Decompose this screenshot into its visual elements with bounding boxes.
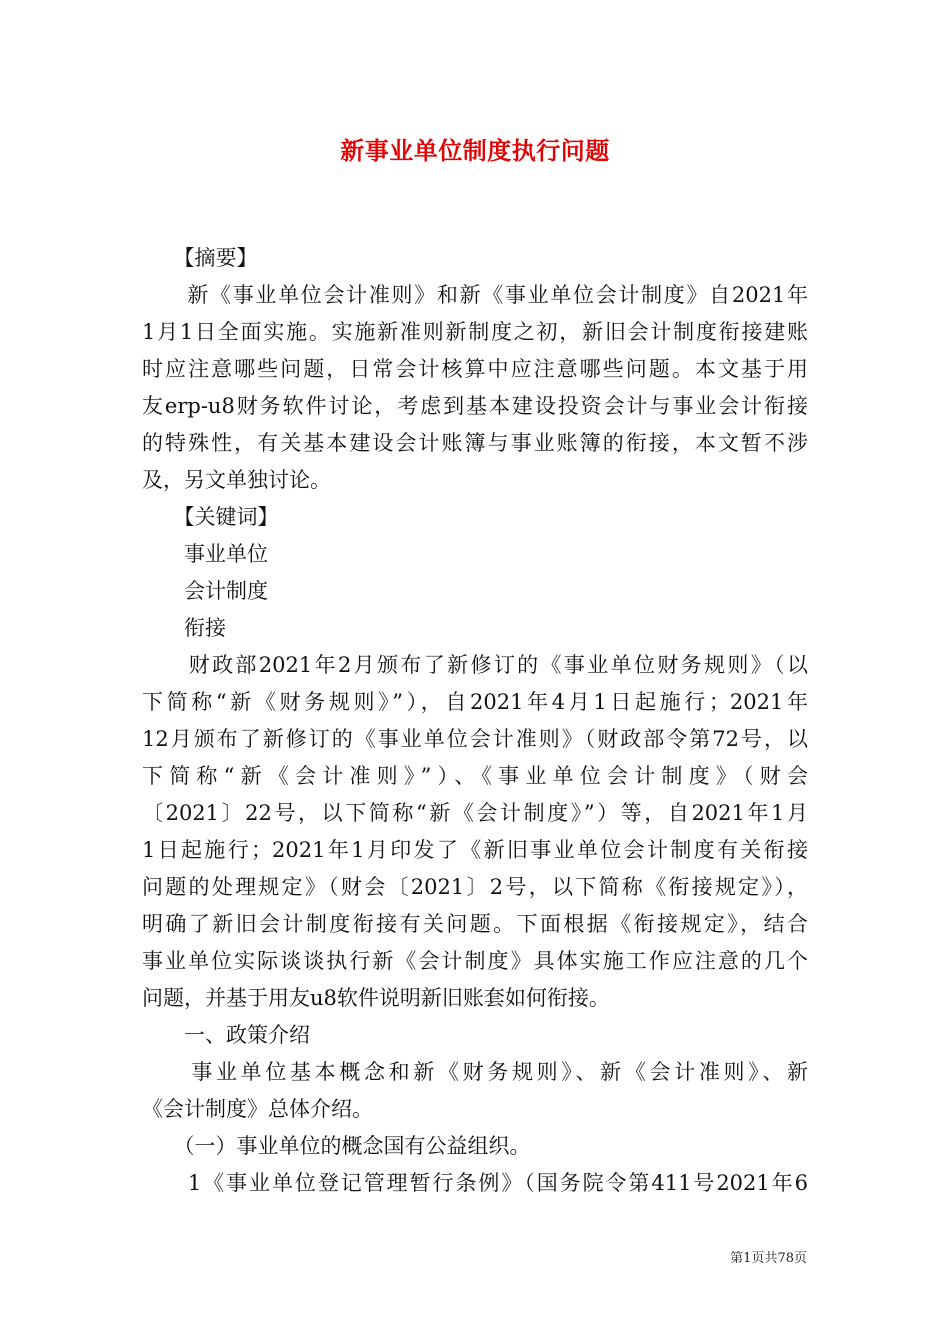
document-body (142, 240, 808, 1202)
body-line: 事业单位实际谈谈执行新《会计制度》具体实施工作应注意的几个 (142, 949, 808, 973)
keyword-item: 事业单位 (142, 542, 268, 566)
body-line: 下简称“新《财务规则》”），自2021年4月1日起施行；2021年 (142, 690, 808, 714)
subsection-heading: （一）事业单位的概念国有公益组织。 (142, 1134, 531, 1158)
body-line: 1《事业单位登记管理暂行条例》（国务院令第411号2021年6 (142, 1171, 808, 1195)
body-line: 新《事业单位会计准则》和新《事业单位会计制度》自2021年 (142, 283, 808, 307)
body-line: 问题，并基于用友u8软件说明新旧账套如何衔接。 (142, 986, 610, 1010)
keyword-item: 会计制度 (142, 579, 268, 603)
body-line: 及，另文单独讨论。 (142, 468, 331, 492)
body-line: 1日起施行；2021年1月印发了《新旧事业单位会计制度有关衔接 (142, 838, 808, 862)
body-line: 下简称“新《会计准则》”）、《事业单位会计制度》（财会 (142, 764, 808, 788)
heading-keywords: 【关键词】 (142, 505, 279, 529)
body-line: 问题的处理规定》（财会〔2021〕2号，以下简称《衔接规定》）， (142, 875, 808, 899)
body-line: 《会计制度》总体介绍。 (142, 1097, 373, 1121)
body-line: 友erp-u8财务软件讨论，考虑到基本建设投资会计与事业会计衔接 (142, 394, 808, 418)
body-line: 时应注意哪些问题，日常会计核算中应注意哪些问题。本文基于用 (142, 357, 808, 381)
body-line: 财政部2021年2月颁布了新修订的《事业单位财务规则》（以 (142, 653, 808, 677)
body-line: 12月颁布了新修订的《事业单位会计准则》（财政部令第72号，以 (142, 727, 808, 751)
page-number: 第1页共78页 (730, 1251, 807, 1266)
body-line: 的特殊性，有关基本建设会计账簿与事业账簿的衔接，本文暂不涉 (142, 431, 808, 455)
body-line: 事业单位基本概念和新《财务规则》、新《会计准则》、新 (142, 1060, 808, 1084)
body-line: 1月1日全面实施。实施新准则新制度之初，新旧会计制度衔接建账 (142, 320, 808, 344)
body-line: 〔2021〕22号，以下简称“新《会计制度》”）等，自2021年1月 (142, 801, 808, 825)
document-title: 新事业单位制度执行问题 (340, 136, 610, 165)
section-heading: 一、政策介绍 (142, 1023, 310, 1047)
keyword-item: 衔接 (142, 616, 226, 640)
heading-abstract: 【摘要】 (142, 246, 258, 270)
body-line: 明确了新旧会计制度衔接有关问题。下面根据《衔接规定》，结合 (142, 912, 808, 936)
